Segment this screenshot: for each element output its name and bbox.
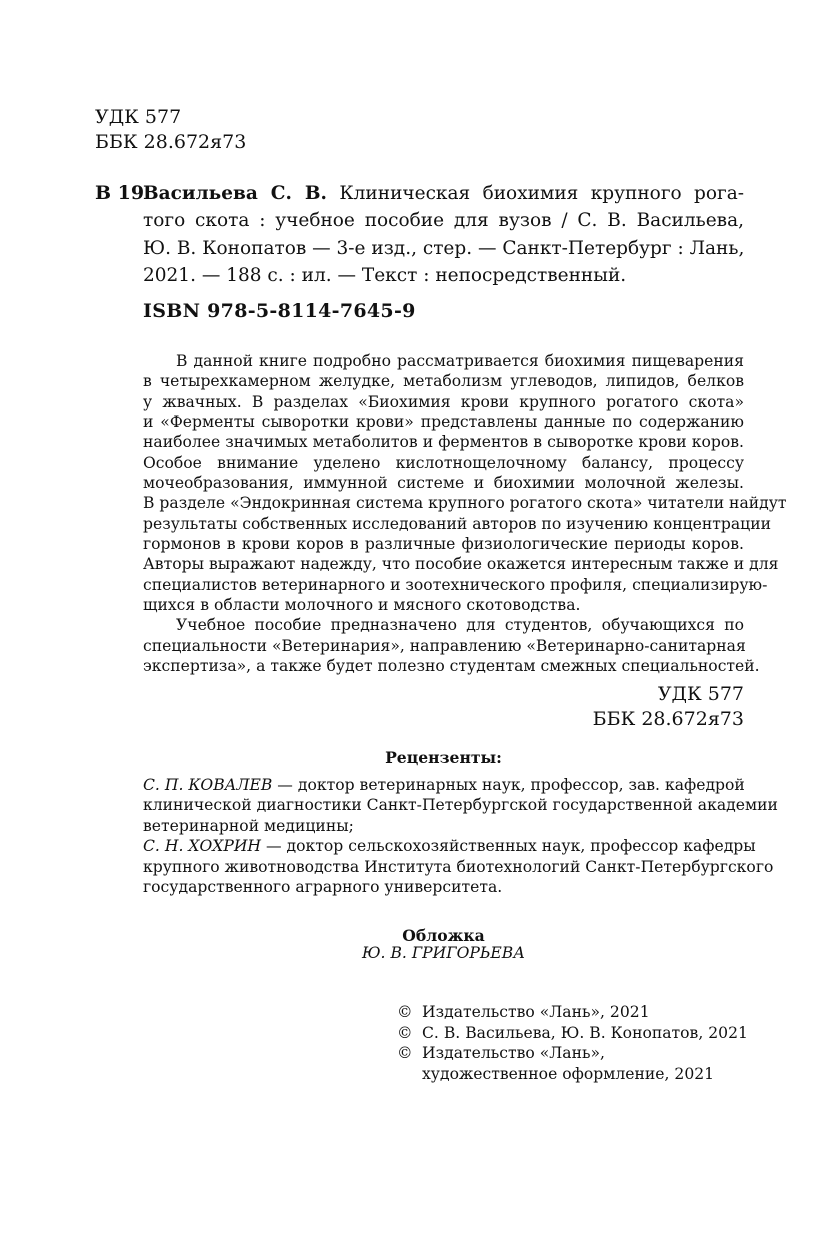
annotation-line: результаты собственных исследований авторов по изучению концентрации	[143, 514, 771, 533]
copyright-icon: ©	[397, 1023, 413, 1042]
annotation	[143, 351, 787, 677]
bib-line-4: 2021. — 188 с. : ил. — Текст : непосредственный.	[143, 264, 627, 286]
udk-top: УДК 577	[95, 106, 182, 128]
author-name: Васильева С. В.	[143, 183, 327, 204]
annotation-line: Учебное пособие предназначено для студентов, обучающихся по	[176, 616, 744, 635]
bib-line-1	[143, 180, 744, 207]
copyright-line	[397, 1002, 748, 1023]
reviewer-2-name: С. Н. ХОХРИН	[143, 837, 262, 856]
reviewer-2-line: государственного аграрного университета.	[143, 878, 503, 897]
isbn: ISBN 978-5-8114-7645-9	[143, 300, 416, 322]
annotation-line: специальности «Ветеринария», направлению «Ветеринарно-санитарная	[143, 636, 746, 655]
annotation-line: мочеобразования, иммунной системе и биохимии молочной железы.	[143, 474, 744, 493]
reviewer-1-line	[143, 775, 744, 795]
bib-line-2: того скота : учебное пособие для вузов / С. В. Васильева,	[143, 210, 744, 232]
annotation-line: наиболее значимых метаболитов и ферментов в сыворотке крови коров.	[143, 433, 744, 452]
cover-title: Обложка	[402, 926, 485, 945]
annotation-line: и «Ферменты сыворотки крови» представлены данные по содержанию	[143, 413, 744, 432]
annotation-line: Авторы выражают надежду, что пособие окажется интересным также и для	[143, 555, 779, 574]
annotation-line: экспертиза», а также будет полезно студентам смежных специальностей.	[143, 657, 760, 676]
bbk-right: ББК 28.672я73	[592, 708, 744, 730]
annotation-line: в четырехкамерном желудке, метаболизм углеводов, липидов, белков	[143, 372, 744, 391]
author-sign: В 19	[95, 182, 145, 204]
reviewer-1-info: — доктор ветеринарных наук, профессор, зав. кафедрой	[272, 776, 745, 794]
reviewer-2-info: — доктор сельскохозяйственных наук, профессор кафедры	[261, 837, 756, 856]
copyright-line: художественное оформление, 2021	[422, 1064, 715, 1083]
copyright-text: С. В. Васильева, Ю. В. Конопатов, 2021	[422, 1023, 748, 1042]
bibliographic-description	[143, 180, 744, 289]
annotation-line: В разделе «Эндокринная система крупного рогатого скота» читатели найдут	[143, 494, 787, 513]
reviewers-title: Рецензенты:	[385, 748, 502, 767]
bbk-top: ББК 28.672я73	[95, 131, 247, 153]
copyright-icon: ©	[397, 1003, 413, 1021]
reviewer-1-name: С. П. КОВАЛЕВ	[143, 776, 273, 794]
bib-line-3: Ю. В. Конопатов — 3-е изд., стер. — Санкт-Петербург : Лань,	[143, 237, 745, 259]
annotation-line: В данной книге подробно рассматривается биохимия пищеварения	[176, 352, 744, 370]
copyright-line	[397, 1043, 748, 1064]
reviewers-list	[143, 775, 778, 897]
annotation-line: щихся в области молочного и мясного скотоводства.	[143, 596, 581, 615]
copyright-text: Издательство «Лань», 2021	[422, 1003, 650, 1021]
copyright-icon: ©	[397, 1044, 413, 1063]
annotation-line: гормонов в крови коров в различные физиологические периоды коров.	[143, 535, 744, 554]
annotation-line: Особое внимание уделено кислотнощелочному балансу, процессу	[143, 453, 744, 472]
annotation-line: специалистов ветеринарного и зоотехнического профиля, специализирую-	[143, 575, 768, 594]
reviewer-1-line: клинической диагностики Санкт-Петербургской государственной академии	[143, 796, 778, 815]
reviewer-2-line: крупного животноводства Института биотехнологий Санкт-Петербургского	[143, 857, 774, 876]
copyright-line	[397, 1023, 748, 1044]
book-title-start: Клиническая биохимия крупного рога-	[326, 183, 744, 204]
reviewer-1-line: ветеринарной медицины;	[143, 816, 354, 835]
copyright-text: Издательство «Лань»,	[422, 1044, 605, 1063]
annotation-line: у жвачных. В разделах «Биохимия крови крупного рогатого скота»	[143, 392, 744, 411]
copyright-block	[397, 1002, 748, 1084]
cover-designer: Ю. В. ГРИГОРЬЕВА	[361, 944, 526, 962]
udk-right: УДК 577	[657, 683, 744, 705]
reviewer-2-line	[143, 836, 756, 856]
